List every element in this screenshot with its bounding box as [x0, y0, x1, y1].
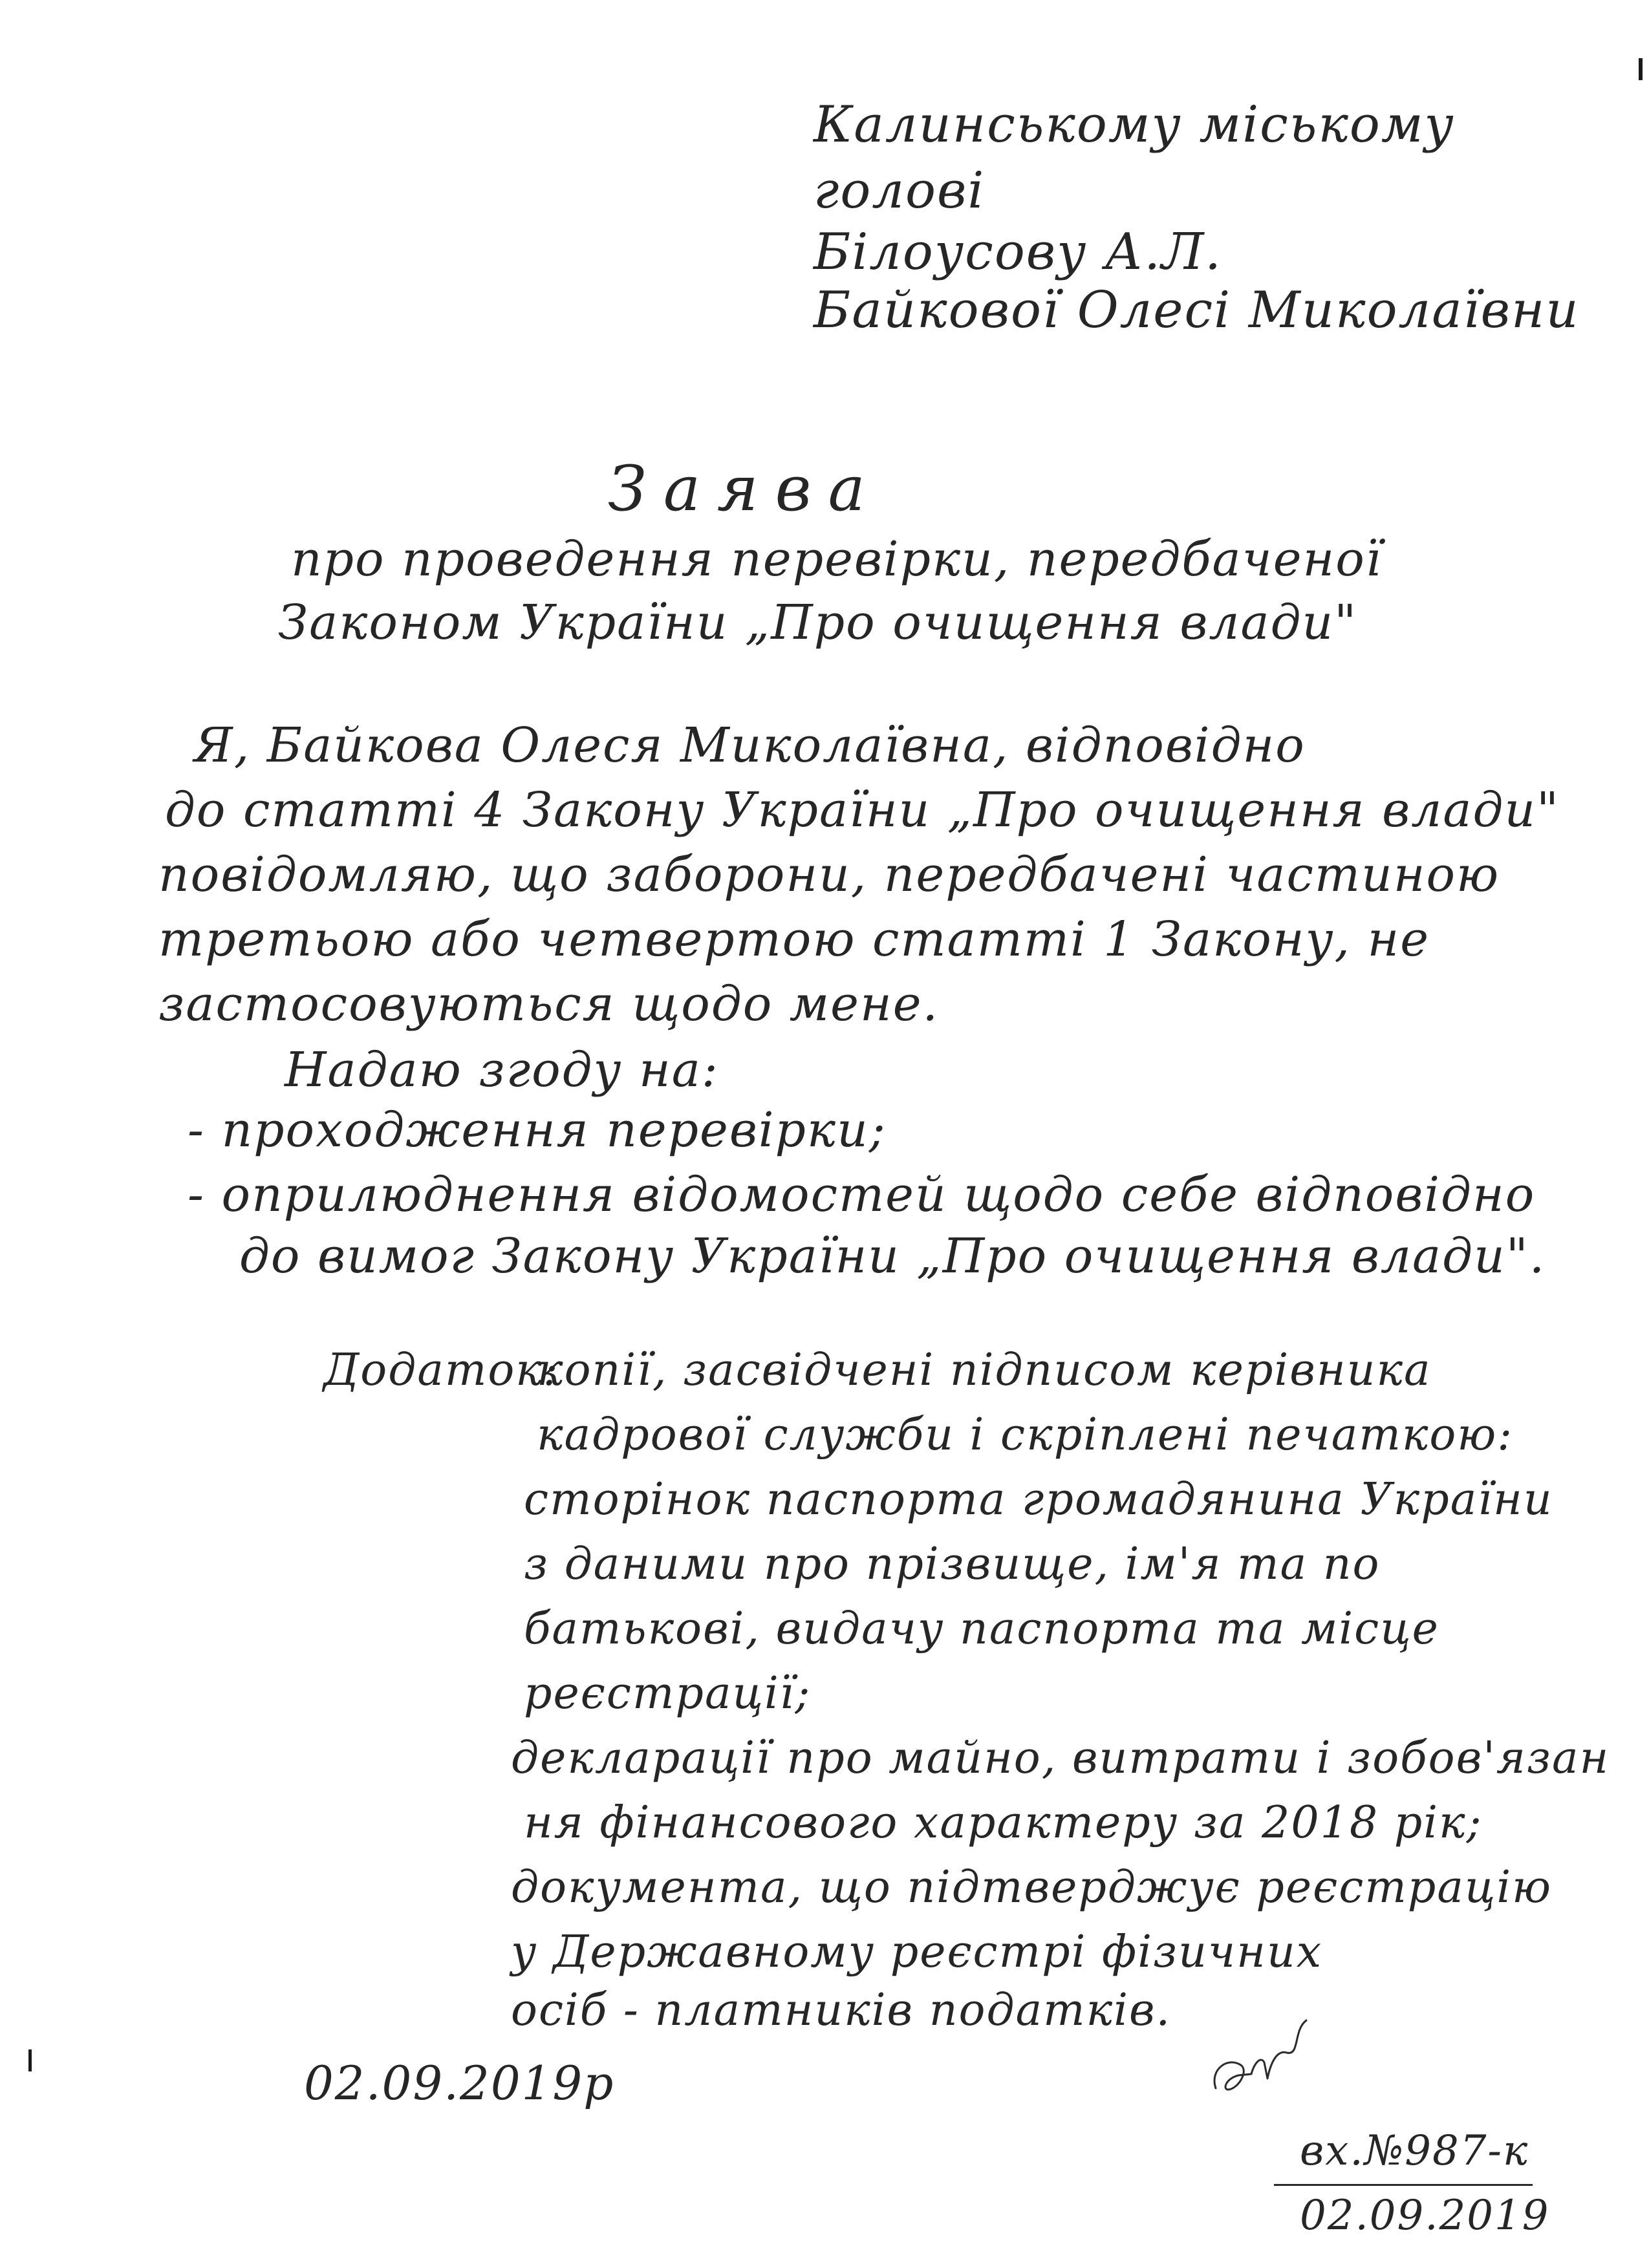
- registration-number: вх.№987-к: [1300, 2127, 1529, 2175]
- attachment-line-3: сторінок паспорта громадянина України: [524, 1474, 1553, 1525]
- body-line-1: Я, Байкова Олеся Миколаївна, відповідно: [194, 718, 1306, 773]
- attachment-line-1: копії, засвідчені підписом керівника: [537, 1345, 1432, 1396]
- consent-item-3: до вимог Закону України „Про очищення влади".: [239, 1228, 1546, 1284]
- attachment-line-11: осіб - платників податків.: [511, 1985, 1172, 2036]
- attachment-line-6: реєстрації;: [524, 1668, 812, 1719]
- body-line-4: третьою або четвертою статті 1 Закону, не: [158, 912, 1430, 967]
- addressee-line-3: Білоусову А.Л.: [814, 223, 1222, 281]
- addressee-line-4: Байкової Олесі Миколаївни: [814, 281, 1580, 339]
- body-line-5: застосовуються щодо мене.: [158, 976, 940, 1032]
- registration-date: 02.09.2019: [1300, 2192, 1550, 2240]
- signature: [1203, 2017, 1319, 2108]
- addressee-line-2: голові: [814, 162, 986, 220]
- attachment-line-2: кадрової служби і скріплені печаткою:: [537, 1409, 1514, 1460]
- consent-item-1: - проходження перевірки;: [188, 1102, 887, 1158]
- body-line-3: повідомляю, що заборони, передбачені частиною: [158, 847, 1500, 903]
- attachment-line-10: у Державному реєстрі фізичних: [511, 1927, 1323, 1978]
- attachment-line-8: ня фінансового характеру за 2018 рік;: [524, 1797, 1483, 1848]
- attachment-line-9: документа, що підтверджує реєстрацію: [511, 1862, 1552, 1913]
- body-line-2: до статті 4 Закону України „Про очищення влади": [165, 782, 1560, 838]
- subtitle-line-1: про проведення перевірки, передбаченої: [291, 531, 1383, 587]
- registration-divider: [1274, 2184, 1533, 2186]
- document-title: Заява: [608, 453, 882, 525]
- scan-mark-left: [28, 2049, 32, 2071]
- consent-heading: Надаю згоду на:: [285, 1042, 719, 1098]
- scan-mark-top-right: [1639, 58, 1643, 80]
- consent-item-2: - оприлюднення відомостей щодо себе відповідно: [188, 1167, 1536, 1223]
- addressee-line-1: Калинському міському: [814, 96, 1455, 154]
- attachment-line-5: батькові, видачу паспорта та місце: [524, 1603, 1439, 1654]
- attachment-line-7: декларації про майно, витрати і зобов'язан: [511, 1733, 1610, 1784]
- subtitle-line-2: Законом України „Про очищення влади": [278, 595, 1358, 650]
- attachment-label: Додаток:: [323, 1345, 559, 1396]
- attachment-line-4: з даними про прізвище, ім'я та по: [524, 1539, 1381, 1590]
- document-date: 02.09.2019р: [304, 2056, 615, 2110]
